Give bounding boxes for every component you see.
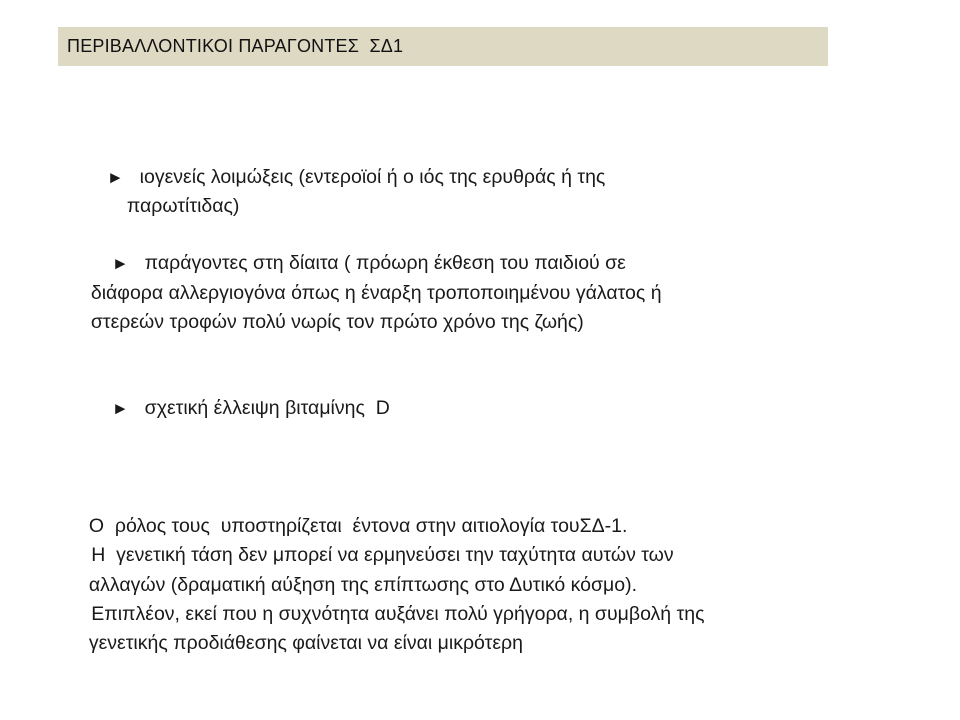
bullet-1-line-2: παρωτίτιδας) <box>126 195 240 217</box>
bullet-3-line-1: σχετική έλλειψη βιταμίνης D <box>144 397 390 419</box>
slide-title: ΠΕΡΙΒΑΛΛΟΝΤΙΚΟΙ ΠΑΡΑΓΟΝΤΕΣ ΣΔ1 <box>67 36 404 56</box>
bullet-2-line-1: παράγοντες στη δίαιτα ( πρόωρη έκθεση του παιδιού σε <box>144 252 626 274</box>
bullet-1-line-1: ιογενείς λοιμώξεις (εντεροϊοί ή ο ιός της ερυθράς ή της <box>139 166 606 188</box>
bullet-3-marker-icon: ► <box>111 399 129 418</box>
paragraph-line-4: Επιπλέον, εκεί που η συχνότητα αυξάνει πολύ γρήγορα, η συμβολή της <box>85 603 705 625</box>
bullet-2-line-3-row <box>80 286 584 334</box>
bullet-1-line-2-row <box>116 170 239 218</box>
paragraph-line-2: Η γενετική τάση δεν μπορεί να ερμηνεύσει την ταχύτητα αυτών των <box>85 544 674 566</box>
bullet-2-line-3: στερεών τροφών πολύ νωρίς τον πρώτο χρόνο της ζωής) <box>90 311 584 333</box>
paragraph-line-5: γενετικής προδιάθεσης φαίνεται να είναι μικρότερη <box>88 632 523 654</box>
bullet-2-line-2: διάφορα αλλεργιογόνα όπως η έναρξη τροποποιημένου γάλατος ή <box>90 282 662 304</box>
slide-title-bar <box>58 27 828 66</box>
paragraph-line-1: Ο ρόλος τους υποστηρίζεται έντονα στην αιτιολογία τουΣΔ-1. <box>88 515 628 537</box>
paragraph-line-3: αλλαγών (δραματική αύξηση της επίπτωσης στο Δυτικό κόσμο). <box>88 574 637 596</box>
bullet-1-marker-icon: ► <box>106 168 124 187</box>
paragraph-line-5-row <box>78 607 523 655</box>
bullet-3-line-1-row <box>101 372 390 421</box>
bullet-2-marker-icon: ► <box>111 254 129 273</box>
